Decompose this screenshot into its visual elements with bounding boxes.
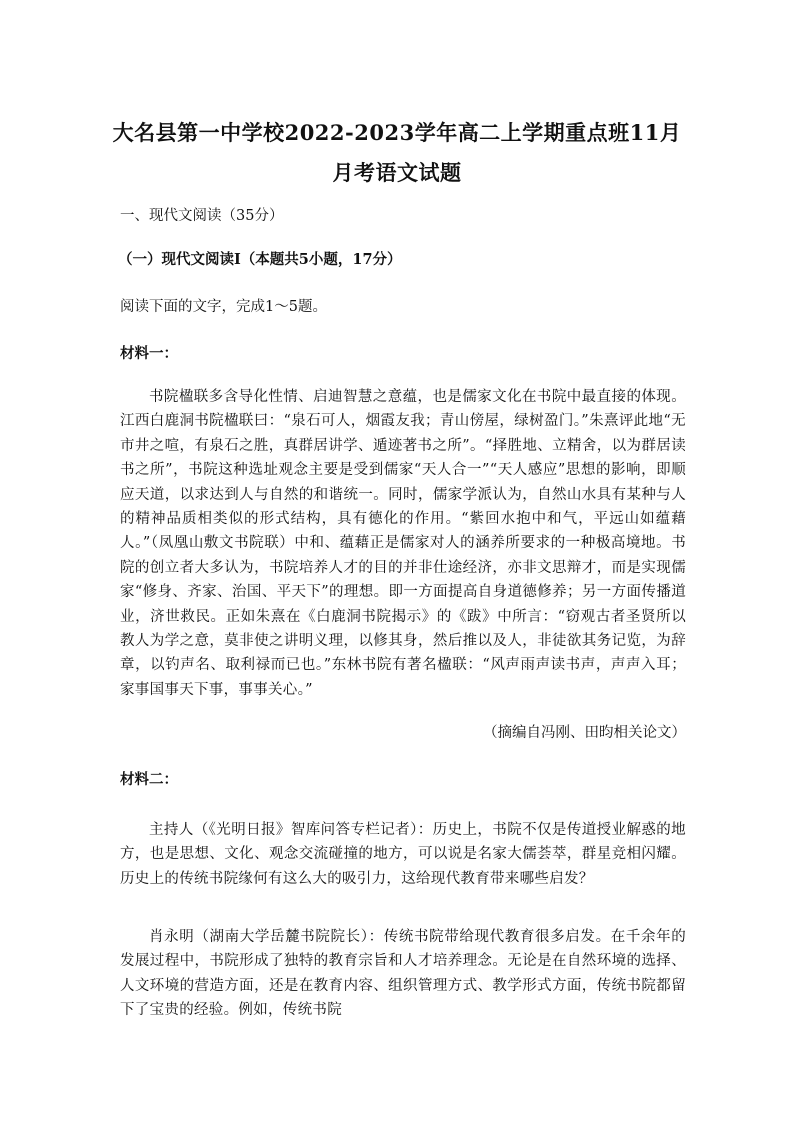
material-1-text: 书院楹联多含导化性情、启迪智慧之意蕴，也是儒家文化在书院中最直接的体现。江西白鹿洞书院楹联曰：“泉石可人，烟霞友我；青山傍屋，绿树盈门。”朱熹评此地“无市井之喧，有泉石之胜，真群居讲学、遁迹著书之所”。“择胜地、立精舍，以为群居读书之所”，书院这种选址观念主要是受到儒家“天人合一”“天人感应”思想的影响，即顺应天道，以求达到人与自然的和谐统一。同时，儒家学派认为，自然山水具有某种与人的精神品质相类似的形式结构，具有德化的作用。“紫回水抱中和气，平远山如蕴藉人。”（凤凰山敷文书院联）中和、蕴藉正是儒家对人的涵养所要求的一种极高境地。书院的创立者大多认为，书院培养人才的目的并非仕途经济，亦非文思辩才，而是实现儒家“修身、齐家、治国、平天下”的理想。即一方面提高自身道德修养；另一方面传播道业，济世救民。正如朱熹在《白鹿洞书院揭示》的《跋》中所言：“窃观古者圣贤所以教人为学之意，莫非使之讲明义理，以修其身，然后推以及人，非徒欲其务记览，为辞章，以钓声名、取利禄而已也。”东林书院有著名楹联：“风声雨声读书声，声声入耳；家事国事天下事，事事关心。” (120, 389, 686, 698)
material-2-paragraph-1: 主持人（《光明日报》智库问答专栏记者）：历史上，书院不仅是传道授业解惑的地方，也是思想、文化、观念交流碰撞的地方，可以说是名家大儒荟萃，群星竞相闪耀。历史上的传统书院缘何有这么大的吸引力，这给现代教育带来哪些启发？ (120, 822, 686, 887)
exam-title-line-2: 月考语文试题 (332, 160, 462, 185)
exam-title-line-1: 大名县第一中学校2022-2023学年高二上学期重点班11月 (112, 120, 682, 145)
material-2-paragraph-2: 肖永明（湖南大学岳麓书院院长）：传统书院带给现代教育很多启发。在千余年的发展过程中，书院形成了独特的教育宗旨和人才培养理念。无论是在自然环境的选择、人文环境的营造方面，还是在教育内容、组织管理方式、教学形式方面，传统书院都留下了宝贵的经验。例如，传统书院 (120, 929, 686, 1019)
material-1-source: （摘编自冯刚、田昀相关论文） (483, 725, 686, 741)
material-1-label: 材料一： (120, 345, 178, 362)
section-heading-modern-reading: 一、现代文阅读（35分） (120, 208, 284, 224)
reading-instruction: 阅读下面的文字，完成1～5题。 (120, 299, 327, 315)
material-2-label: 材料二： (120, 771, 178, 788)
subsection-heading: （一）现代文阅读Ⅰ（本题共5小题，17分） (118, 251, 402, 268)
